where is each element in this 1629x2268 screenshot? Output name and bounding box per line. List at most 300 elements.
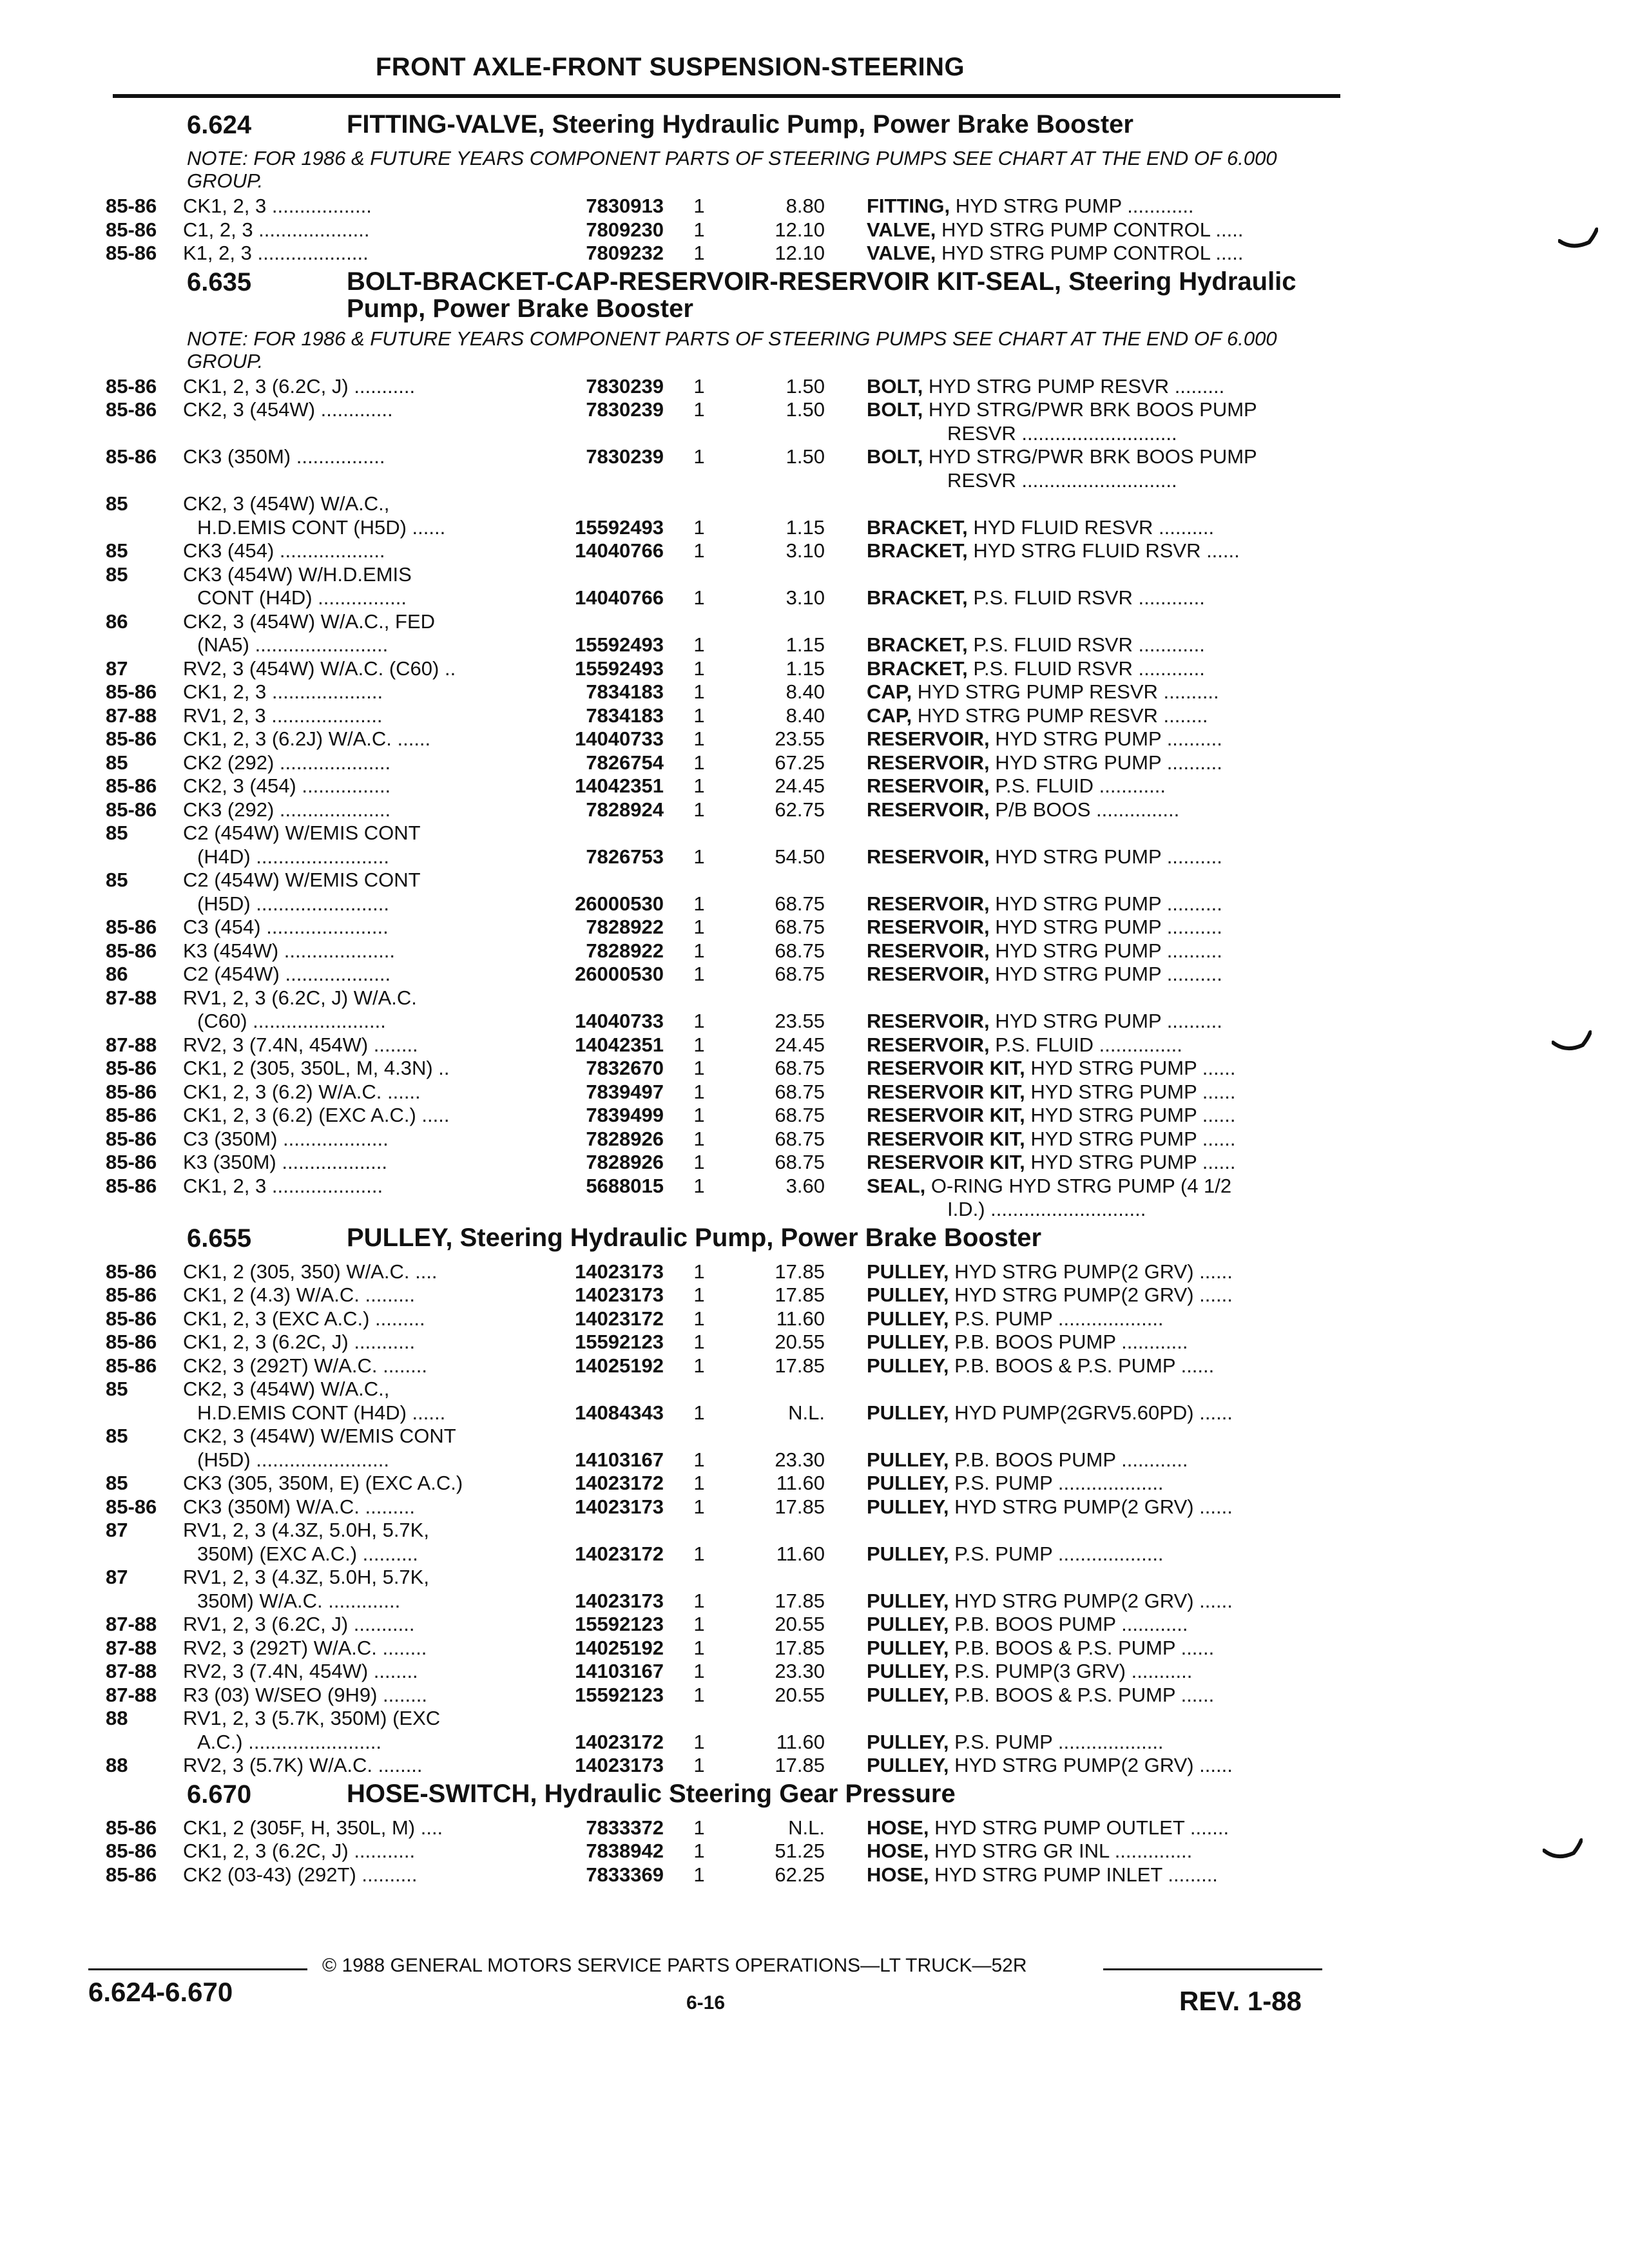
part-description-line bbox=[867, 1331, 1331, 1354]
price: 3.60 bbox=[786, 1174, 825, 1197]
price: 1.15 bbox=[786, 515, 825, 539]
part-description-line bbox=[867, 704, 1331, 728]
quantity: 1 bbox=[693, 657, 705, 680]
vehicle-model-line: (NA5) ........................ bbox=[197, 633, 389, 656]
part-number: 14023173 bbox=[575, 1589, 664, 1612]
quantity: 1 bbox=[693, 218, 705, 241]
price: 24.45 bbox=[775, 774, 825, 797]
model-year: 85-86 bbox=[106, 939, 157, 962]
vehicle-model-line: CK1, 2, 3 (6.2) (EXC A.C.) ..... bbox=[183, 1104, 450, 1126]
vehicle-model bbox=[183, 751, 525, 775]
vehicle-model-line: 350M) W/A.C. ............. bbox=[197, 1589, 401, 1612]
vehicle-model bbox=[183, 610, 525, 657]
part-detail: HYD STRG PUMP INLET ......... bbox=[934, 1863, 1218, 1886]
part-description-line bbox=[867, 1448, 1331, 1472]
part-name: RESERVOIR, bbox=[867, 798, 990, 821]
part-row bbox=[0, 1566, 1629, 1613]
part-name: RESERVOIR KIT, bbox=[867, 1127, 1025, 1150]
part-description-line bbox=[867, 1816, 1331, 1840]
vehicle-model bbox=[183, 727, 525, 751]
price: 1.50 bbox=[786, 445, 825, 468]
vehicle-model bbox=[183, 1260, 525, 1284]
part-detail: P.B. BOOS & P.S. PUMP ...... bbox=[954, 1683, 1215, 1706]
vehicle-model-line: 350M) (EXC A.C.) .......... bbox=[197, 1542, 418, 1565]
part-row bbox=[0, 798, 1629, 822]
model-year: 85 bbox=[106, 1425, 128, 1447]
part-name: PULLEY, bbox=[867, 1754, 949, 1776]
vehicle-model-line: C2 (454W) W/EMIS CONT bbox=[183, 822, 421, 844]
vehicle-model bbox=[183, 657, 525, 681]
model-year: 85-86 bbox=[106, 218, 157, 241]
part-name: PULLEY, bbox=[867, 1542, 949, 1565]
model-year: 85-86 bbox=[106, 1307, 157, 1330]
model-year: 87 bbox=[106, 1519, 128, 1541]
model-year: 85-86 bbox=[106, 1260, 157, 1283]
part-row bbox=[0, 1128, 1629, 1151]
part-row bbox=[0, 1840, 1629, 1863]
part-detail: P.B. BOOS PUMP ............ bbox=[954, 1613, 1188, 1635]
price: 17.85 bbox=[775, 1260, 825, 1283]
vehicle-model-line: CK2 (03-43) (292T) .......... bbox=[183, 1863, 418, 1886]
part-description bbox=[867, 727, 1331, 751]
quantity: 1 bbox=[693, 1151, 705, 1173]
vehicle-model bbox=[183, 869, 525, 916]
section-number: 6.655 bbox=[187, 1224, 252, 1253]
model-year: 85 bbox=[106, 562, 128, 586]
vehicle-model-line: R3 (03) W/SEO (9H9) ........ bbox=[183, 1683, 427, 1706]
vehicle-model-line: CK1, 2, 3 (6.2C, J) ........... bbox=[183, 374, 416, 398]
part-name: HOSE, bbox=[867, 1840, 929, 1862]
quantity: 1 bbox=[693, 1495, 705, 1518]
vehicle-model bbox=[183, 916, 525, 939]
quantity: 1 bbox=[693, 1448, 705, 1471]
vehicle-model bbox=[183, 1175, 525, 1198]
part-description bbox=[867, 398, 1331, 445]
part-row bbox=[0, 939, 1629, 963]
part-detail: HYD STRG PUMP ............ bbox=[955, 195, 1194, 217]
part-row bbox=[0, 218, 1629, 242]
vehicle-model bbox=[183, 680, 525, 704]
part-row bbox=[0, 1260, 1629, 1284]
part-description-line: RESVR ............................ bbox=[947, 421, 1177, 445]
part-row bbox=[0, 1081, 1629, 1104]
vehicle-model-line: (H4D) ........................ bbox=[197, 845, 389, 868]
price: 23.30 bbox=[775, 1660, 825, 1682]
part-number: 14042351 bbox=[575, 1033, 664, 1056]
price: 8.40 bbox=[786, 704, 825, 727]
part-row bbox=[0, 1754, 1629, 1778]
vehicle-model bbox=[183, 563, 525, 610]
section-number: 6.624 bbox=[187, 111, 252, 139]
price: 1.50 bbox=[786, 398, 825, 421]
quantity: 1 bbox=[693, 774, 705, 797]
part-description-line bbox=[867, 1542, 1331, 1566]
quantity: 1 bbox=[693, 1754, 705, 1776]
part-detail: P.S. FLUID RSVR ............ bbox=[973, 633, 1205, 656]
quantity: 1 bbox=[693, 445, 705, 468]
part-description bbox=[867, 1010, 1331, 1033]
part-row bbox=[0, 1175, 1629, 1222]
vehicle-model-line: RV1, 2, 3 .................... bbox=[183, 704, 383, 727]
quantity: 1 bbox=[693, 963, 705, 985]
part-description bbox=[867, 1283, 1331, 1307]
vehicle-model-line: H.D.EMIS CONT (H4D) ...... bbox=[197, 1401, 446, 1424]
vehicle-model bbox=[183, 1840, 525, 1863]
part-row bbox=[0, 445, 1629, 492]
model-year: 85-86 bbox=[106, 1495, 157, 1518]
quantity: 1 bbox=[693, 1010, 705, 1032]
model-year: 85-86 bbox=[106, 1816, 157, 1839]
part-description bbox=[867, 1542, 1331, 1566]
quantity: 1 bbox=[693, 1080, 705, 1103]
part-detail: HYD STRG PUMP(2 GRV) ...... bbox=[954, 1754, 1233, 1776]
part-name: RESERVOIR, bbox=[867, 963, 990, 985]
part-detail: HYD STRG PUMP ...... bbox=[1030, 1127, 1236, 1150]
quantity: 1 bbox=[693, 1863, 705, 1886]
footer-rule-left bbox=[88, 1968, 307, 1970]
part-description-line bbox=[867, 398, 1331, 422]
quantity: 1 bbox=[693, 1033, 705, 1056]
part-number: 7833369 bbox=[586, 1863, 664, 1886]
part-description bbox=[867, 1613, 1331, 1637]
part-detail: HYD STRG FLUID RSVR ...... bbox=[973, 539, 1240, 562]
vehicle-model-line: RV1, 2, 3 (4.3Z, 5.0H, 5.7K, bbox=[183, 1519, 429, 1541]
part-description-line bbox=[867, 1057, 1331, 1081]
quantity: 1 bbox=[693, 680, 705, 703]
part-number: 26000530 bbox=[575, 892, 664, 915]
vehicle-model-line: CK1, 2, 3 (6.2J) W/A.C. ...... bbox=[183, 727, 431, 750]
section-note: NOTE: FOR 1986 & FUTURE YEARS COMPONENT PARTS OF STEERING PUMPS SEE CHART AT THE END OF 6.000 GROUP. bbox=[187, 147, 1277, 192]
vehicle-model-line: CK1, 2, 3 .................... bbox=[183, 1174, 383, 1197]
price: 11.60 bbox=[776, 1307, 825, 1330]
part-row bbox=[0, 869, 1629, 916]
part-name: PULLEY, bbox=[867, 1636, 949, 1659]
part-row bbox=[0, 704, 1629, 728]
part-row bbox=[0, 1425, 1629, 1472]
price: 3.10 bbox=[786, 586, 825, 609]
part-row bbox=[0, 1378, 1629, 1425]
part-number: 7828926 bbox=[586, 1127, 664, 1150]
model-year: 85-86 bbox=[106, 1863, 157, 1886]
part-description bbox=[867, 1660, 1331, 1684]
vehicle-model-line: RV2, 3 (454W) W/A.C. (C60) .. bbox=[183, 657, 456, 680]
part-number: 15592493 bbox=[575, 657, 664, 680]
part-name: PULLEY, bbox=[867, 1401, 949, 1424]
part-description-line bbox=[867, 1660, 1331, 1684]
part-description-line: I.D.) ............................ bbox=[947, 1198, 1146, 1220]
part-description-line bbox=[867, 1613, 1331, 1637]
part-name: RESERVOIR KIT, bbox=[867, 1080, 1025, 1103]
part-number: 15592493 bbox=[575, 515, 664, 539]
section-heading bbox=[0, 265, 1629, 327]
part-row bbox=[0, 1104, 1629, 1128]
part-detail: HYD STRG PUMP RESVR ........ bbox=[917, 704, 1208, 727]
part-description-line bbox=[867, 375, 1331, 399]
vehicle-model-line: CK3 (305, 350M, E) (EXC A.C.) bbox=[183, 1472, 463, 1494]
price: 1.15 bbox=[786, 657, 825, 680]
part-number: 7838942 bbox=[586, 1840, 664, 1862]
price: N.L. bbox=[788, 1401, 825, 1424]
part-description bbox=[867, 195, 1331, 218]
part-detail: P.B. BOOS & P.S. PUMP ...... bbox=[954, 1354, 1215, 1377]
vehicle-model-line: C2 (454W) W/EMIS CONT bbox=[183, 869, 421, 891]
vehicle-model-line: CK2, 3 (454) ................ bbox=[183, 774, 391, 797]
part-description-line bbox=[867, 680, 1331, 704]
model-year: 87-88 bbox=[106, 1613, 157, 1635]
part-description-line bbox=[867, 218, 1331, 242]
part-description bbox=[867, 1128, 1331, 1151]
vehicle-model bbox=[183, 986, 525, 1033]
vehicle-model-line: K3 (350M) ................... bbox=[183, 1151, 387, 1173]
vehicle-model bbox=[183, 1863, 525, 1887]
vehicle-model bbox=[183, 1354, 525, 1378]
vehicle-model-line: CK1, 2, 3 (EXC A.C.) ......... bbox=[183, 1307, 425, 1330]
model-year: 85-86 bbox=[106, 798, 157, 821]
part-description-line bbox=[867, 1840, 1331, 1863]
vehicle-model bbox=[183, 1378, 525, 1425]
part-description bbox=[867, 798, 1331, 822]
part-number: 7830239 bbox=[586, 398, 664, 421]
part-detail: HYD STRG PUMP ...... bbox=[1030, 1151, 1236, 1173]
part-detail: HYD STRG PUMP ...... bbox=[1030, 1104, 1236, 1126]
model-year: 86 bbox=[106, 610, 128, 633]
section-title: HOSE-SWITCH, Hydraulic Steering Gear Pressure bbox=[347, 1779, 956, 1808]
page-header: FRONT AXLE-FRONT SUSPENSION-STEERING bbox=[375, 53, 965, 81]
part-row bbox=[0, 1816, 1629, 1840]
price: 68.75 bbox=[775, 1080, 825, 1103]
price: 8.80 bbox=[786, 195, 825, 217]
part-number: 7839499 bbox=[586, 1104, 664, 1126]
section-title: PULLEY, Steering Hydraulic Pump, Power Brake Booster bbox=[347, 1223, 1042, 1252]
part-name: BRACKET, bbox=[867, 633, 968, 656]
part-description bbox=[867, 1057, 1331, 1081]
part-number: 5688015 bbox=[586, 1174, 664, 1197]
part-detail: P.B. BOOS & P.S. PUMP ...... bbox=[954, 1636, 1215, 1659]
vehicle-model-line: RV1, 2, 3 (6.2C, J) W/A.C. bbox=[183, 986, 417, 1009]
vehicle-model-line: K3 (454W) .................... bbox=[183, 939, 396, 962]
vehicle-model bbox=[183, 1057, 525, 1081]
price: 17.85 bbox=[775, 1495, 825, 1518]
quantity: 1 bbox=[693, 1401, 705, 1424]
page-footer bbox=[0, 1946, 1629, 2036]
part-row bbox=[0, 242, 1629, 265]
part-number: 15592123 bbox=[575, 1683, 664, 1706]
part-number: 14084343 bbox=[575, 1401, 664, 1424]
part-description-line bbox=[867, 1081, 1331, 1104]
quantity: 1 bbox=[693, 374, 705, 398]
vehicle-model bbox=[183, 218, 525, 242]
model-year: 87-88 bbox=[106, 986, 157, 1009]
part-detail: P.S. PUMP ................... bbox=[954, 1730, 1164, 1753]
model-year: 85-86 bbox=[106, 398, 157, 421]
vehicle-model-line: (H5D) ........................ bbox=[197, 1448, 389, 1471]
vehicle-model bbox=[183, 1472, 525, 1495]
part-name: RESERVOIR KIT, bbox=[867, 1057, 1025, 1079]
section-heading bbox=[0, 1222, 1629, 1260]
part-detail: HYD STRG PUMP ...... bbox=[1030, 1057, 1236, 1079]
part-description-line bbox=[867, 1754, 1331, 1778]
part-detail: HYD STRG PUMP(2 GRV) ...... bbox=[954, 1495, 1233, 1518]
model-year: 87-88 bbox=[106, 704, 157, 727]
price: 68.75 bbox=[775, 892, 825, 915]
part-description bbox=[867, 1104, 1331, 1128]
part-detail: HYD FLUID RESVR .......... bbox=[973, 515, 1215, 539]
part-detail: HYD STRG PUMP(2 GRV) ...... bbox=[954, 1260, 1233, 1283]
part-name: PULLEY, bbox=[867, 1589, 949, 1612]
part-description bbox=[867, 704, 1331, 728]
part-name: PULLEY, bbox=[867, 1354, 949, 1377]
part-description bbox=[867, 657, 1331, 681]
vehicle-model-line: RV1, 2, 3 (6.2C, J) ........... bbox=[183, 1613, 415, 1635]
part-detail: HYD STRG PUMP RESVR .......... bbox=[917, 680, 1219, 703]
part-name: BRACKET, bbox=[867, 586, 968, 609]
part-description bbox=[867, 939, 1331, 963]
part-name: PULLEY, bbox=[867, 1730, 949, 1753]
part-description bbox=[867, 1816, 1331, 1840]
vehicle-model-line: CK2, 3 (292T) W/A.C. ........ bbox=[183, 1354, 427, 1377]
part-description bbox=[867, 1840, 1331, 1863]
model-year: 85-86 bbox=[106, 916, 157, 938]
price: 11.60 bbox=[776, 1542, 825, 1565]
part-number: 15592123 bbox=[575, 1331, 664, 1353]
part-number: 14023173 bbox=[575, 1495, 664, 1518]
price: 1.50 bbox=[786, 374, 825, 398]
vehicle-model-line: (C60) ........................ bbox=[197, 1010, 386, 1032]
model-year: 88 bbox=[106, 1754, 128, 1776]
part-name: SEAL, bbox=[867, 1174, 926, 1197]
part-number: 7826754 bbox=[586, 751, 664, 774]
part-description bbox=[867, 1331, 1331, 1354]
part-row bbox=[0, 822, 1629, 869]
vehicle-model-line: RV1, 2, 3 (5.7K, 350M) (EXC bbox=[183, 1707, 441, 1729]
part-description-line bbox=[867, 1128, 1331, 1151]
part-row bbox=[0, 680, 1629, 704]
part-number: 14025192 bbox=[575, 1636, 664, 1659]
vehicle-model-line: CK2, 3 (454W) W/A.C., FED bbox=[183, 610, 436, 633]
part-name: PULLEY, bbox=[867, 1472, 949, 1494]
part-row bbox=[0, 657, 1629, 681]
model-year: 85-86 bbox=[106, 374, 157, 398]
quantity: 1 bbox=[693, 1354, 705, 1377]
quantity: 1 bbox=[693, 1542, 705, 1565]
part-row bbox=[0, 1495, 1629, 1519]
model-year: 85 bbox=[106, 492, 128, 515]
part-description-line bbox=[867, 1590, 1331, 1613]
part-detail: P.S. PUMP ................... bbox=[954, 1472, 1164, 1494]
part-detail: HYD STRG PUMP .......... bbox=[995, 916, 1222, 938]
model-year: 85-86 bbox=[106, 1283, 157, 1306]
part-description-line bbox=[867, 963, 1331, 986]
price: 68.75 bbox=[775, 1127, 825, 1150]
quantity: 1 bbox=[693, 586, 705, 609]
vehicle-model-line: CK1, 2, 3 .................... bbox=[183, 680, 383, 703]
part-detail: P.S. FLUID ............ bbox=[995, 774, 1166, 797]
part-detail: HYD STRG PUMP .......... bbox=[995, 939, 1222, 962]
part-description bbox=[867, 1448, 1331, 1472]
vehicle-model-line: CK1, 2, 3 (6.2C, J) ........... bbox=[183, 1840, 416, 1862]
footer-rule-right bbox=[1103, 1968, 1322, 1970]
price: 23.55 bbox=[775, 727, 825, 750]
price: 12.10 bbox=[775, 242, 825, 264]
part-description-line bbox=[867, 242, 1331, 265]
part-name: PULLEY, bbox=[867, 1495, 949, 1518]
model-year: 88 bbox=[106, 1707, 128, 1729]
part-row bbox=[0, 1613, 1629, 1637]
part-description bbox=[867, 1033, 1331, 1057]
part-number: 7830239 bbox=[586, 374, 664, 398]
part-description bbox=[867, 1863, 1331, 1887]
part-row bbox=[0, 398, 1629, 445]
part-row bbox=[0, 1033, 1629, 1057]
part-name: BRACKET, bbox=[867, 515, 968, 539]
quantity: 1 bbox=[693, 1307, 705, 1330]
check-mark-icon bbox=[1558, 227, 1598, 253]
price: 23.30 bbox=[775, 1448, 825, 1471]
part-number: 7833372 bbox=[586, 1816, 664, 1839]
vehicle-model-line: RV2, 3 (292T) W/A.C. ........ bbox=[183, 1636, 427, 1659]
part-description-line bbox=[867, 1104, 1331, 1128]
part-number: 7809232 bbox=[586, 242, 664, 264]
part-number: 14023173 bbox=[575, 1283, 664, 1306]
vehicle-model-line: C1, 2, 3 .................... bbox=[183, 218, 370, 241]
part-description bbox=[867, 1637, 1331, 1660]
vehicle-model-line: CK2, 3 (454W) W/A.C., bbox=[183, 492, 390, 515]
header-rule bbox=[113, 94, 1340, 98]
part-description-line bbox=[867, 1684, 1331, 1707]
vehicle-model-line: CK3 (454W) W/H.D.EMIS bbox=[183, 562, 412, 586]
part-description-line bbox=[867, 445, 1331, 469]
price: 68.75 bbox=[775, 916, 825, 938]
part-name: CAP, bbox=[867, 704, 912, 727]
vehicle-model bbox=[183, 492, 525, 539]
vehicle-model bbox=[183, 1425, 525, 1472]
quantity: 1 bbox=[693, 704, 705, 727]
part-description bbox=[867, 1307, 1331, 1331]
part-number: 14023172 bbox=[575, 1730, 664, 1753]
part-description-line bbox=[867, 1260, 1331, 1284]
part-description-line bbox=[867, 516, 1331, 540]
section-heading bbox=[0, 108, 1629, 147]
vehicle-model-line: CONT (H4D) ................ bbox=[197, 586, 407, 609]
part-number: 7839497 bbox=[586, 1080, 664, 1103]
part-description-line bbox=[867, 539, 1331, 563]
section-number: 6.670 bbox=[187, 1780, 252, 1809]
vehicle-model bbox=[183, 1104, 525, 1128]
quantity: 1 bbox=[693, 242, 705, 264]
model-year: 85-86 bbox=[106, 1354, 157, 1377]
vehicle-model bbox=[183, 1816, 525, 1840]
vehicle-model bbox=[183, 963, 525, 986]
model-year: 85-86 bbox=[106, 195, 157, 217]
vehicle-model bbox=[183, 798, 525, 822]
part-description-line bbox=[867, 1151, 1331, 1175]
part-row bbox=[0, 1660, 1629, 1684]
model-year: 85-86 bbox=[106, 774, 157, 797]
price: N.L. bbox=[788, 1816, 825, 1839]
part-description bbox=[867, 375, 1331, 399]
price: 68.75 bbox=[775, 1151, 825, 1173]
part-description-line bbox=[867, 195, 1331, 218]
part-name: CAP, bbox=[867, 680, 912, 703]
part-description-line bbox=[867, 633, 1331, 657]
part-name: RESERVOIR, bbox=[867, 1010, 990, 1032]
part-description bbox=[867, 1151, 1331, 1175]
part-name: PULLEY, bbox=[867, 1660, 949, 1682]
quantity: 1 bbox=[693, 515, 705, 539]
part-number: 14103167 bbox=[575, 1660, 664, 1682]
vehicle-model bbox=[183, 1033, 525, 1057]
model-year: 85-86 bbox=[106, 1127, 157, 1150]
